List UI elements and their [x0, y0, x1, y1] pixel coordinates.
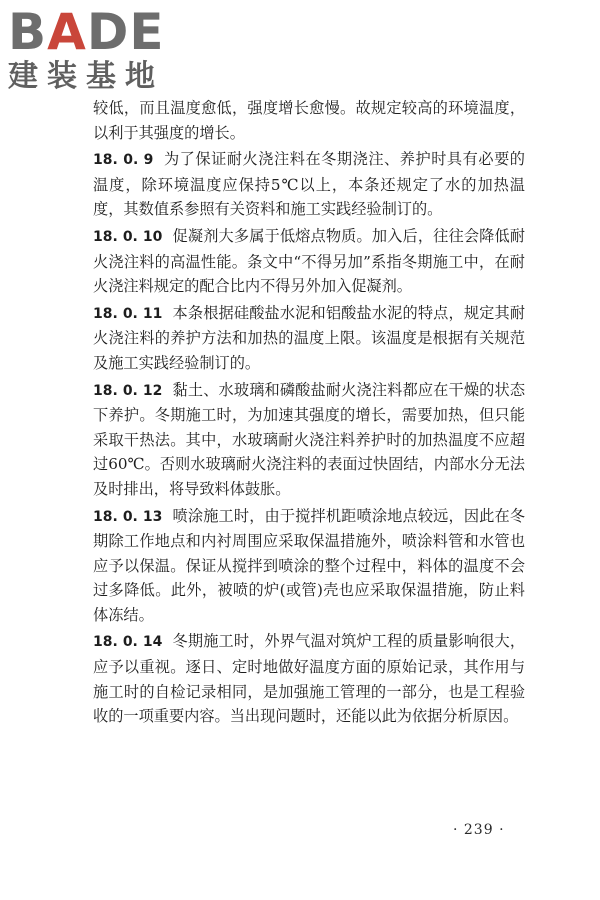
section-number: 18. 0. 13 — [93, 508, 163, 525]
section-text: 黏土、水玻璃和磷酸盐耐火浇注料都应在干燥的状态下养护。冬期施工时，为加速其强度的增长，需要加热，但只能采取干热法。其中，水玻璃耐火浇注料养护时的加热温度不应超过60℃。否则水玻璃耐火浇注料的表面过快固结，内部水分无法及时排出，将导致料体鼓胀。 — [93, 380, 526, 498]
section-18-0-10 — [93, 224, 525, 299]
logo-subtitle: 建装基地 — [8, 59, 164, 94]
section-text: 冬期施工时，外界气温对筑炉工程的质量影响很大，应予以重视。逐日、定时地做好温度方面的原始记录，其作用与施工时的自检记录相同，是加强施工管理的一部分，也是工程验收的一项重要内容。当出现问题时，还能以此为依据分析原因。 — [93, 632, 526, 726]
logo-letter-b: B — [8, 3, 48, 61]
section-18-0-11 — [93, 301, 525, 376]
section-18-0-9 — [93, 147, 525, 222]
section-number: 18. 0. 12 — [93, 382, 163, 399]
section-number: 18. 0. 10 — [93, 228, 163, 245]
section-18-0-14 — [93, 629, 525, 728]
section-text: 促凝剂大多属于低熔点物质。加入后，往往会降低耐火浇注料的高温性能。条文中“不得另加”系指冬期施工中，在耐火浇注料规定的配合比内不得另外加入促凝剂。 — [93, 226, 526, 296]
section-text: 喷涂施工时，由于搅拌机距喷涂地点较远，因此在冬期除工作地点和内衬周围应采取保温措施外，喷涂料管和水管也应予以保温。保证从搅拌到喷涂的整个过程中，料体的温度不会过多降低。此外，被喷的炉(或管)壳也应采取保温措施，防止料体冻结。 — [93, 506, 526, 624]
logo-letter-d: D — [86, 3, 130, 61]
section-number: 18. 0. 9 — [93, 152, 154, 169]
bade-logo — [8, 3, 178, 98]
section-text: 本条根据硅酸盐水泥和铝酸盐水泥的特点，规定其耐火浇注料的养护方法和加热的温度上限。该温度是根据有关规范及施工实践经验制订的。 — [93, 303, 526, 372]
document-body — [93, 96, 525, 731]
section-number: 18. 0. 14 — [93, 634, 163, 651]
section-18-0-12 — [93, 378, 525, 502]
logo-letter-e: E — [129, 3, 165, 61]
paragraph-text: 较低，而且温度愈低，强度增长愈慢。故规定较高的环境温度，以利于其强度的增长。 — [93, 99, 525, 142]
logo-wordmark — [8, 3, 178, 61]
section-18-0-13 — [93, 504, 525, 628]
continuation-paragraph — [93, 96, 525, 145]
logo-letter-a: A — [47, 3, 87, 61]
page-number: · 239 · — [453, 822, 505, 838]
section-number: 18. 0. 11 — [93, 305, 163, 322]
section-text: 为了保证耐火浇注料在冬期浇注、养护时具有必要的温度，除环境温度应保持5℃以上，本条还规定了水的加热温度，其数值系参照有关资料和施工实践经验制订的。 — [93, 150, 525, 219]
